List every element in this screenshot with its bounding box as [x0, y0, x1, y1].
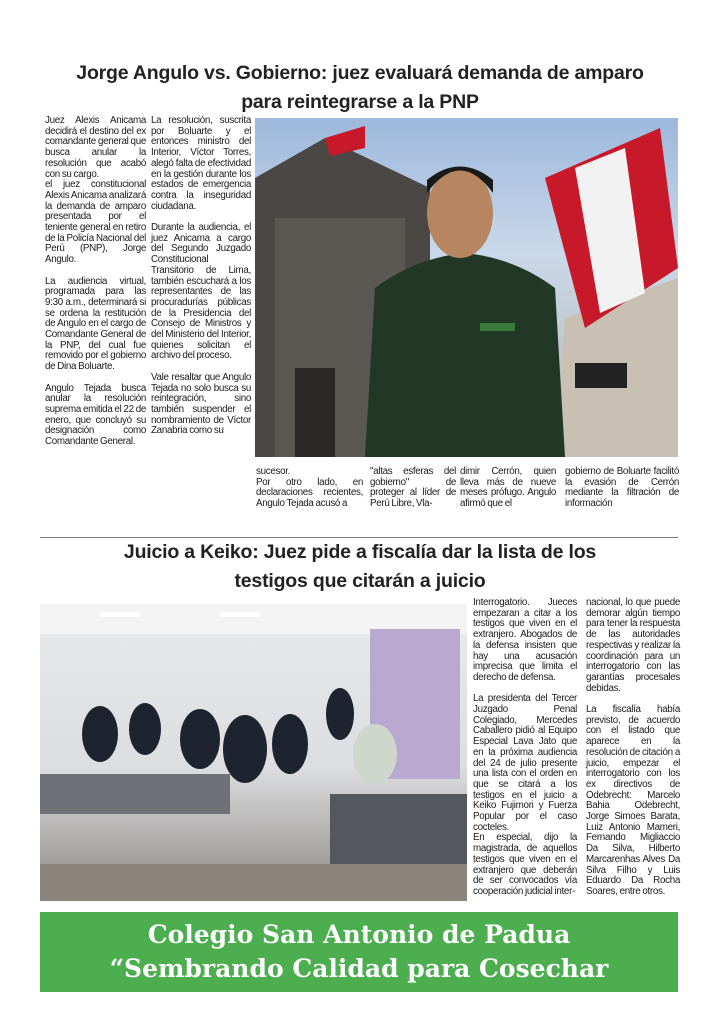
paragraph: Juez Alexis Anicama decidirá el destino del ex comandante general que busca anular la resolución que acabó con su cargo. — [45, 115, 146, 180]
article1-headline — [40, 59, 680, 117]
paragraph: Por otro lado, en declaraciones recientes, Angulo Tejada acusó a — [256, 476, 363, 510]
article1-column-5 — [460, 467, 556, 510]
paragraph: La presidenta del Tercer Juzgado Penal Colegiado, Mercedes Caballero pidió al Equipo Especial Lava Jato que en la próxima audiencia del 24 de julio presente una lista con el orden en que se citará a los testigos en el juicio a Keiko Fujimori y Fuerza Popular por el caso cocteles. — [473, 693, 577, 833]
paragraph: dimir Cerrón, quien lleva más de nueve meses prófugo. Angulo afirmó que el — [460, 466, 556, 510]
article2-headline — [40, 538, 680, 596]
paragraph: Vale resaltar que Angulo Tejada no solo busca su reintegración, sino también suspender el nombramiento de Víctor Zanabria como su — [151, 371, 251, 437]
paragraph: "altas esferas del gobierno" de proteger al líder de Perú Libre, Vla- — [370, 466, 456, 510]
headline-line: Jorge Angulo vs. Gobierno: juez evaluará demanda de amparo — [76, 62, 644, 84]
school-ad-banner — [40, 912, 678, 1017]
article1-column-3 — [256, 467, 363, 510]
article2-column-2 — [586, 598, 680, 908]
paragraph: nacional, lo que puede demorar algún tiempo para tener la respuesta de las autoridades respectivas y realizar la coordinación para un interrogatorio con las garantías procesales debidas. — [586, 597, 680, 694]
paragraph: La audiencia virtual, programada para las 9:30 a.m., determinará si se ordena la restitución de Angulo en el cargo de Comandante General de la PNP, del cual fue removido por el gobierno de Dina Boluarte. — [45, 275, 146, 373]
article1-column-4 — [370, 467, 456, 510]
paragraph: gobierno de Boluarte facilitó la evasión de Cerrón mediante la filtración de información — [565, 466, 679, 510]
banner-title: Colegio San Antonio de Padua — [147, 920, 571, 949]
banner-slogan: “Sembrando Calidad para Cosechar Excelencia” — [109, 954, 609, 1017]
paragraph: La fiscalía había previsto, de acuerdo con el listado que aparece en la resolución de citación a juicio, empezar el interrogatorio con los ex directivos de Odebrecht: Marcelo Bahia Odebrecht, Jorge Simoes Barata, Luiz Antonio Mameri, Fernando Migliaccio Da Silva, Hilberto Marcarenhas Alves Da Silva Filho y Luis Eduardo Da Rocha Soares, entre otros. — [586, 704, 680, 897]
paragraph: Interrogatorio. Jueces empezaran a citar a los testigos que viven en el extranjero. Abogados de la defensa insisten que hay una acusación imprecisa que limita el derecho de defensa. — [473, 597, 577, 683]
article1-column-1 — [45, 116, 146, 458]
article1-column-6 — [565, 467, 679, 510]
courtroom-photo — [40, 604, 467, 901]
paragraph: sucesor. — [256, 466, 291, 477]
article1-column-2 — [151, 116, 251, 448]
article2-column-1 — [473, 598, 577, 898]
paragraph: Durante la audiencia, el juez Anicama a cargo del Segundo Juzgado Constitucional Transitorio de Lima, también escuchará a los representantes de las procuradurías públicas de la Presidencia del Consejo de Ministros y del Ministerio del Interior, quienes solicitan el archivo del proceso. — [151, 222, 251, 362]
paragraph: En especial, dijo la magistrada, de aquellos testigos que viven en el extranjero que deberán de ser convocados vía cooperación judicial inter- — [473, 832, 577, 897]
headline-line: para reintegrarse a la PNP — [241, 91, 479, 113]
angulo-photo — [255, 118, 678, 457]
headline-line: testigos que citarán a juicio — [234, 570, 486, 592]
headline-line: Juicio a Keiko: Juez pide a fiscalía dar la lista de los — [123, 541, 597, 563]
paragraph: La resolución, suscrita por Boluarte y el entonces ministro del Interior, Víctor Torres, alegó falta de efectividad en la gestión durante los estados de emergencia contra la inseguridad ciudadana. — [151, 115, 251, 212]
paragraph: Angulo Tejada busca anular la resolución suprema emitida el 22 de enero, que concluyó su designación como Comandante General. — [45, 382, 146, 448]
paragraph: el juez constitucional Alexis Anicama analizará la demanda de amparo presentada por el teniente general en retiro de la Policía Nacional del Perú (PNP), Jorge Angulo. — [45, 179, 146, 266]
